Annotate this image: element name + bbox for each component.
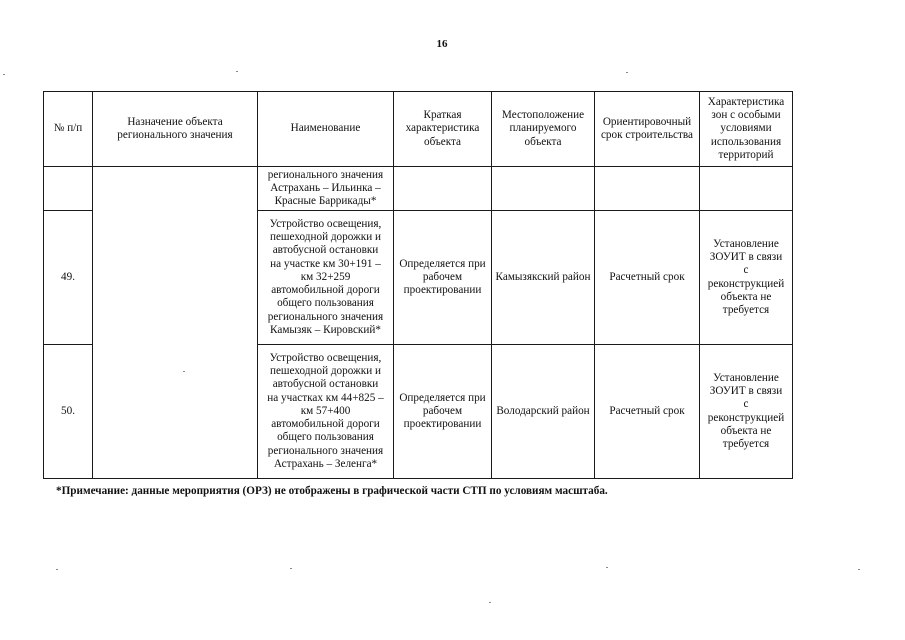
- cell-location: Володарский район: [492, 345, 595, 479]
- scan-speck: [236, 71, 238, 72]
- cell-characteristic: Определяется при рабочем проектировании: [394, 211, 492, 345]
- cell-zones: Установление ЗОУИТ в связи с реконструкцией объекта не требуется: [700, 345, 793, 479]
- objects-table: [43, 91, 793, 479]
- cell-name: Устройство освещения, пешеходной дорожки и автобусной остановки на участке км 30+191 – км 32+259 автомобильной дороги общего пользования регионального значения Камызяк – Кировский*: [258, 211, 394, 345]
- cell-number: [44, 167, 93, 211]
- cell-characteristic: [394, 167, 492, 211]
- header-purpose: Назначение объекта регионального значения: [93, 92, 258, 167]
- cell-term: Расчетный срок: [595, 345, 700, 479]
- header-characteristic: Краткая характеристика объекта: [394, 92, 492, 167]
- scan-speck: [606, 567, 608, 568]
- cell-location: Камызякский район: [492, 211, 595, 345]
- cell-name: Устройство освещения, пешеходной дорожки и автобусной остановки на участках км 44+825 – км 57+400 автомобильной дороги общего пользования регионального значения Астрахань – Зеленга*: [258, 345, 394, 479]
- table-header-row: [44, 92, 793, 167]
- scan-speck: [626, 72, 628, 73]
- cell-characteristic: Определяется при рабочем проектировании: [394, 345, 492, 479]
- cell-zones: [700, 167, 793, 211]
- page-number: 16: [436, 38, 448, 50]
- header-location: Местоположение планируемого объекта: [492, 92, 595, 167]
- cell-number: 50.: [44, 345, 93, 479]
- cell-location: [492, 167, 595, 211]
- cell-term: [595, 167, 700, 211]
- cell-zones: Установление ЗОУИТ в связи с реконструкцией объекта не требуется: [700, 211, 793, 345]
- scan-speck: [290, 568, 292, 569]
- cell-term: Расчетный срок: [595, 211, 700, 345]
- header-number: № п/п: [44, 92, 93, 167]
- footnote: *Примечание: данные мероприятия (ОРЗ) не отображены в графической части СТП по условиям масштаба.: [56, 485, 608, 497]
- scan-speck: [56, 569, 58, 570]
- header-term: Ориентировочный срок строительства: [595, 92, 700, 167]
- table-row: [44, 167, 793, 211]
- cell-purpose: [93, 167, 258, 479]
- scan-speck: [183, 371, 185, 372]
- scan-speck: [858, 569, 860, 570]
- header-zones: Характеристика зон с особыми условиями использования территорий: [700, 92, 793, 167]
- header-name: Наименование: [258, 92, 394, 167]
- scan-speck: [3, 74, 5, 75]
- scan-speck: [489, 602, 491, 603]
- cell-name: регионального значения Астрахань – Ильинка – Красные Баррикады*: [258, 167, 394, 211]
- cell-number: 49.: [44, 211, 93, 345]
